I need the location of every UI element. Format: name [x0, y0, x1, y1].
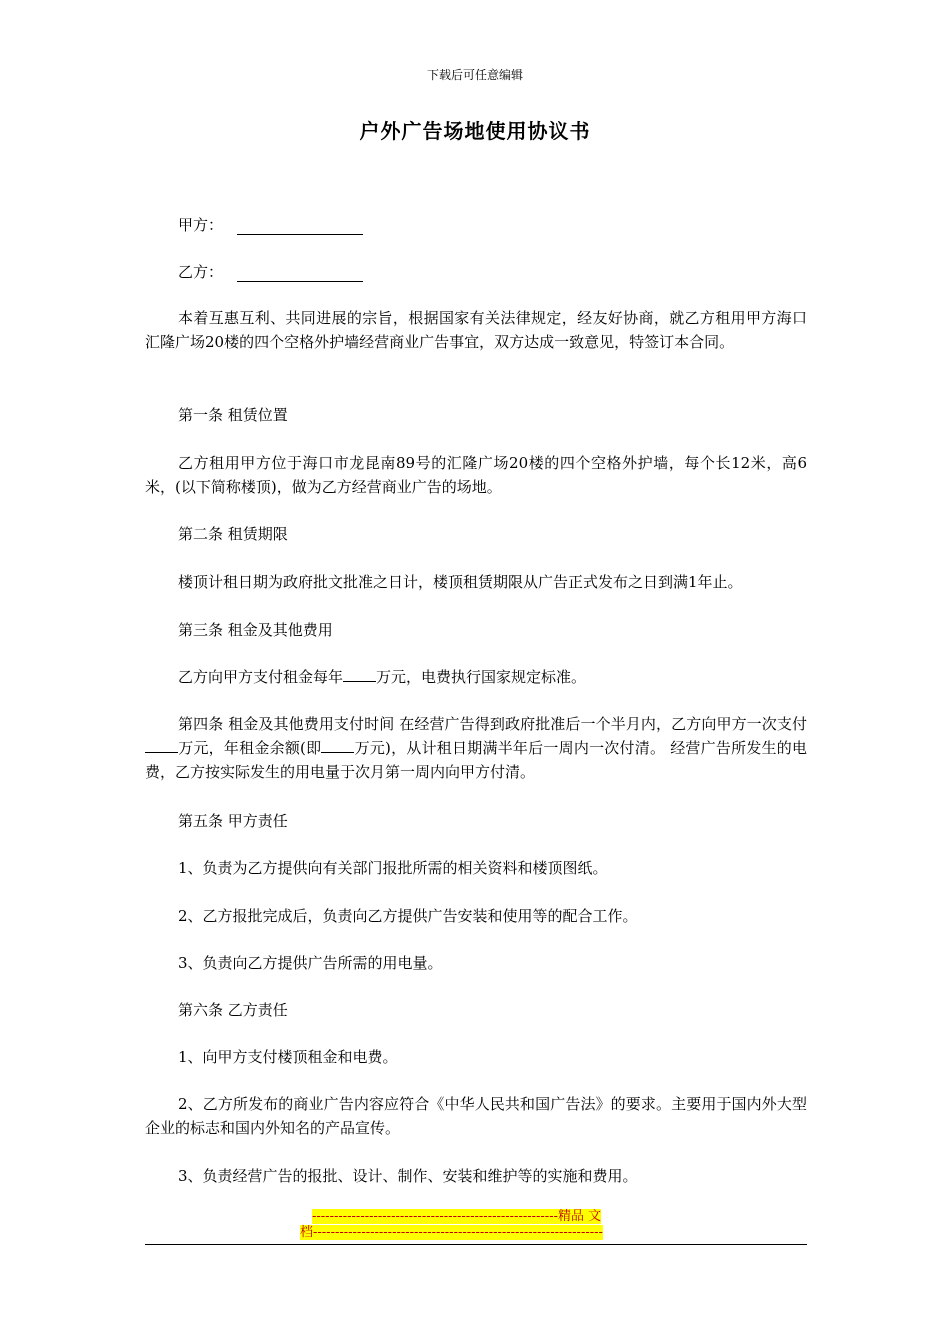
party-b-label: 乙方： — [178, 263, 224, 281]
article-1-title: 第一条 租赁位置 — [178, 406, 288, 424]
footer-line-1: --------------------------------------------------------精品 文 — [312, 1209, 602, 1224]
article-6-item: 3、负责经营广告的报批、设计、制作、安装和维护等的实施和费用。 — [178, 1167, 638, 1185]
article-5-item: 1、负责为乙方提供向有关部门报批所需的相关资料和楼顶图纸。 — [178, 859, 608, 877]
article-4-part-b: 万元，年租金余额(即 — [178, 739, 322, 757]
article-3-title: 第三条 租金及其他费用 — [178, 621, 333, 639]
article-1-text: 乙方租用甲方位于海口市龙昆南89号的汇隆广场20楼的四个空格外护墙，每个长12米，高6米，(以下简称楼顶)，做为乙方经营商业广告的场地。 — [145, 454, 807, 496]
article-5-item: 3、负责向乙方提供广告所需的用电量。 — [178, 954, 443, 972]
article-5-title: 第五条 甲方责任 — [178, 812, 288, 830]
article-3-text — [145, 665, 807, 689]
document-title: 户外广告场地使用协议书 — [359, 119, 591, 143]
footer-rule — [145, 1244, 807, 1245]
footer-watermark — [300, 1209, 652, 1241]
party-a-blank — [237, 218, 363, 235]
fill-blank — [145, 738, 178, 753]
article-6-item: 2、乙方所发布的商业广告内容应符合《中华人民共和国广告法》的要求。主要用于国内外大型企业的标志和国内外知名的产品宣传。 — [145, 1095, 807, 1137]
fill-blank — [343, 667, 376, 682]
article-4-part-c: 万元)，从计租日期满半年后一周内一次付清。 经营广告所发生的电费，乙方按实际发生的用电量于次月第一周内向甲方付清。 — [145, 739, 808, 781]
party-b-line — [178, 261, 363, 282]
article-4-part-a: 第四条 租金及其他费用支付时间 在经营广告得到政府批准后一个半月内，乙方向甲方一次支付 — [178, 715, 807, 733]
article-3-pre: 乙方向甲方支付租金每年 — [178, 668, 344, 686]
article-4-text — [145, 712, 807, 784]
party-a-label: 甲方： — [178, 216, 224, 234]
article-6-title: 第六条 乙方责任 — [178, 1001, 288, 1019]
article-2-text: 楼顶计租日期为政府批文批准之日计，楼顶租赁期限从广告正式发布之日到满1年止。 — [178, 573, 743, 591]
article-2-title: 第二条 租赁期限 — [178, 525, 288, 543]
intro-paragraph: 本着互惠互利、共同进展的宗旨，根据国家有关法律规定，经友好协商，就乙方租用甲方海口汇隆广场20楼的四个空格外护墙经营商业广告事宜，双方达成一致意见，特签订本合同。 — [145, 309, 807, 351]
header-note: 下载后可任意编辑 — [426, 68, 523, 82]
footer-line-2: 档------------------------------------------------------------------ — [300, 1225, 603, 1240]
article-6-item: 1、向甲方支付楼顶租金和电费。 — [178, 1048, 398, 1066]
fill-blank — [321, 738, 354, 753]
party-b-blank — [237, 265, 363, 282]
article-3-post: 万元，电费执行国家规定标准。 — [376, 668, 587, 686]
article-5-item: 2、乙方报批完成后，负责向乙方提供广告安装和使用等的配合工作。 — [178, 907, 638, 925]
party-a-line — [178, 214, 363, 235]
